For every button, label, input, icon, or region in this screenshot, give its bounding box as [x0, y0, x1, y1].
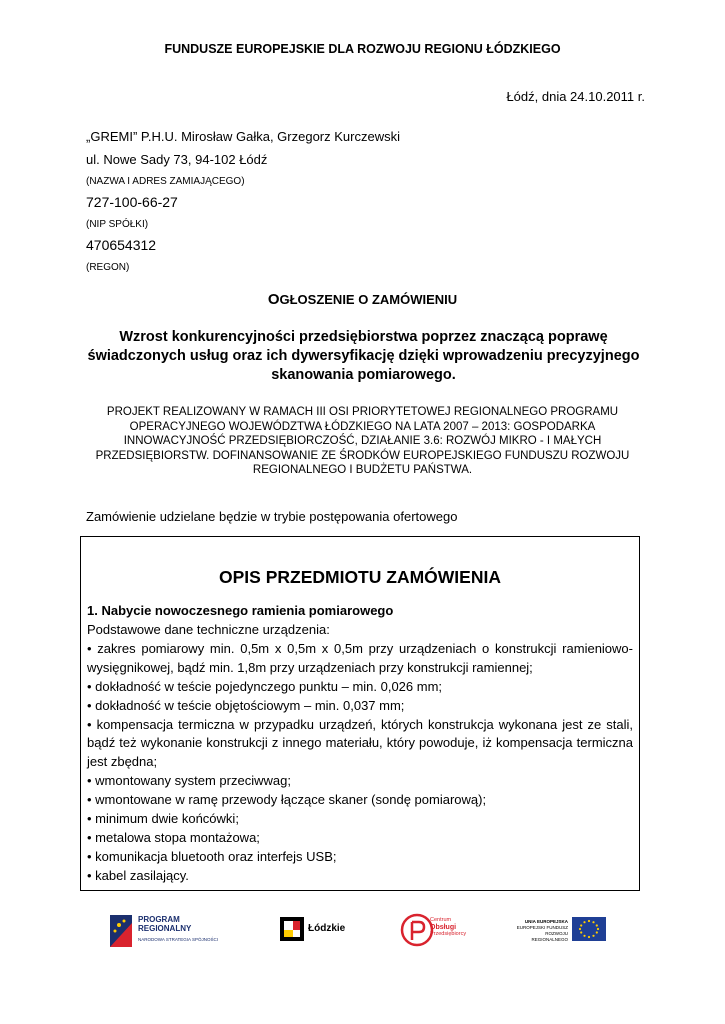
program-regionalny-logo [108, 911, 218, 951]
lodzkie-text: Łódzkie [308, 923, 346, 934]
order-description-box [80, 536, 640, 891]
program-line-1: PROGRAM [138, 915, 180, 924]
document-date: Łódź, dnia 24.10.2011 r. [506, 89, 645, 104]
announcement-initial: O [267, 291, 280, 308]
program-line-2: REGIONALNY [138, 924, 192, 933]
procedure-note: Zamówienie udzielane będzie w trybie postępowania ofertowego [86, 509, 458, 524]
cop-line-3: Przedsiębiorcy [430, 931, 467, 937]
spec-bullet: • komunikacja bluetooth oraz interfejs USB; [87, 848, 337, 864]
spec-bullet: • zakres pomiarowy min. 0,5m x 0,5m x 0,5m przy urządzeniach o konstrukcji ramieniowo-wysięgnikowej, bądź min. 1,8m przy urządzeniach przy konstrukcji ramiennej; [87, 640, 633, 675]
description-title: OPIS PRZEDMIOTU ZAMÓWIENIA [219, 567, 501, 587]
orderer-regon: 470654312 [86, 237, 157, 253]
lodzkie-icon [280, 917, 304, 941]
eu-logo [508, 917, 608, 949]
cop-line-2: Obsługi [430, 924, 457, 931]
spec-bullet: • metalowa stopa montażowa; [87, 829, 260, 845]
spec-bullet: • dokładność w teście objętościowym – min. 0,037 mm; [87, 697, 405, 713]
footer-logos [0, 905, 725, 955]
spec-bullet: • dokładność w teście pojedynczego punktu – min. 0,026 mm; [87, 678, 443, 694]
announcement-heading [0, 291, 725, 308]
spec-bullet: • kabel zasilający. [87, 867, 189, 883]
eu-line-2: EUROPEJSKI FUNDUSZ [516, 925, 568, 930]
spec-bullet: • minimum dwie końcówki; [87, 811, 239, 827]
announcement-word-1: GŁOSZENIE O [279, 292, 372, 307]
orderer-name: „GREMI” P.H.U. Mirosław Gałka, Grzegorz Kurczewski [86, 129, 400, 144]
description-intro: Podstawowe dane techniczne urządzenia: [87, 622, 330, 637]
eu-flag-icon [572, 917, 606, 941]
cop-logo [400, 909, 490, 953]
orderer-nip-label: (NIP SPÓŁKI) [86, 219, 149, 230]
lodzkie-logo [280, 915, 355, 945]
spec-bullet: • wmontowane w ramę przewody łączące skaner (sondę pomiarową); [87, 792, 487, 808]
announcement-word-2: ZAMÓWIENIU [371, 292, 458, 307]
orderer-regon-label: (REGON) [86, 262, 130, 273]
program-subtitle: NARODOWA STRATEGIA SPÓJNOŚCI [138, 937, 219, 942]
spec-bullet: • wmontowany system przeciwwag; [87, 773, 291, 789]
project-title: Wzrost konkurencyjności przedsiębiorstwa poprzez znaczącą poprawę świadczonych usług oraz ich dywersyfikację dzięki wprowadzeniu precyzyjnego skanowania pomiarowego. [87, 329, 640, 383]
eu-line-3: ROZWOJU REGIONALNEGO [531, 931, 568, 942]
orderer-address-label: (NAZWA I ADRES ZAMIAJĄCEGO) [86, 176, 245, 187]
program-regionalny-icon [108, 913, 134, 949]
page-header: FUNDUSZE EUROPEJSKIE DLA ROZWOJU REGIONU ŁÓDZKIEGO [164, 42, 561, 56]
project-info: PROJEKT REALIZOWANY W RAMACH III OSI PRIORYTETOWEJ REGIONALNEGO PROGRAMU OPERACYJNEGO WOJEWÓDZTWA ŁÓDZKIEGO NA LATA 2007 – 2013: GOSPODARKA INNOWACYJNOŚĆ PRZEDSIĘBIORCZOŚĆ, DZIAŁANIE 3.6: ROZWÓJ MIKRO - I MAŁYCH PRZEDSIĘBIORSTW. DOFINANSOWANIE ZE ŚRODKÓW EUROPEJSKIEGO FUNDUSZU ROZWOJU REGIONALNEGO I BUDŻETU PAŃSTWA. [95, 406, 630, 476]
orderer-address: ul. Nowe Sady 73, 94-102 Łódź [86, 152, 268, 167]
description-body [87, 621, 633, 886]
spec-bullet: • kompensacja termiczna w przypadku urządzeń, których konstrukcja wykonana jest ze stali, bądź też wykonanie konstrukcji z innego materiału, który powoduje, iż kompensacja termiczna jest zbędna; [87, 716, 633, 770]
eu-line-1: UNIA EUROPEJSKA [524, 919, 568, 924]
item-title: 1. Nabycie nowoczesnego ramienia pomiarowego [87, 603, 394, 618]
cop-icon [400, 913, 434, 947]
cop-line-1: Centrum [430, 917, 452, 923]
orderer-nip: 727-100-66-27 [86, 194, 178, 210]
